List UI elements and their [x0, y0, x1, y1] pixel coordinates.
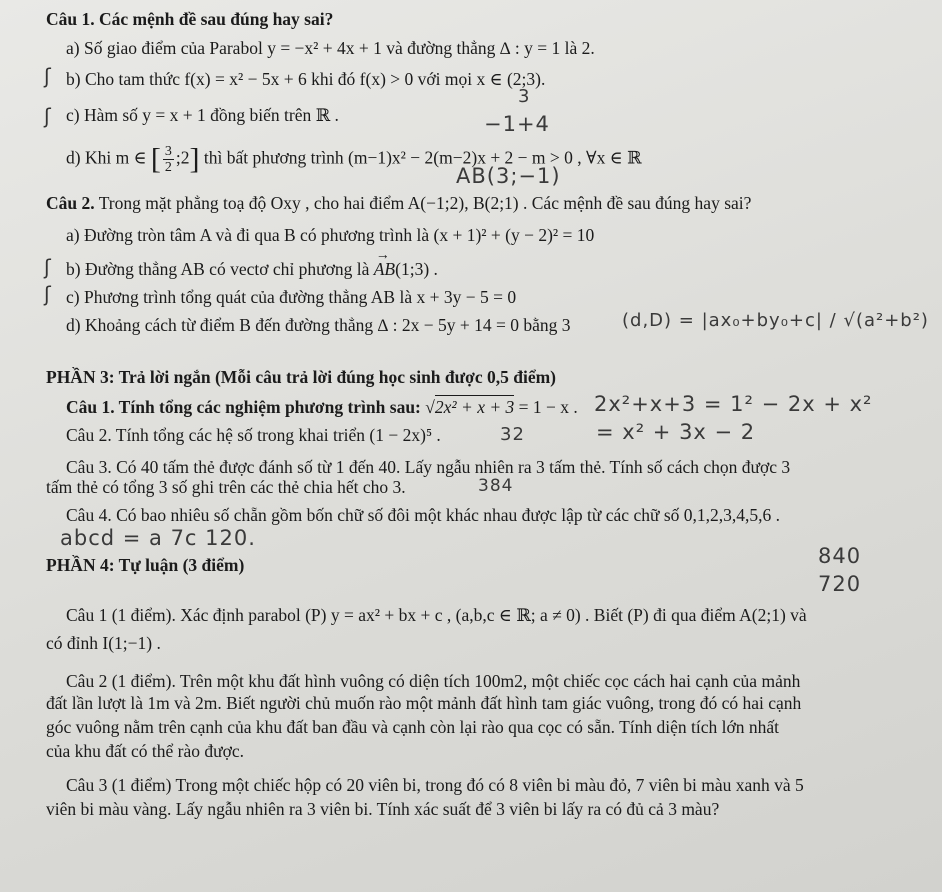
handwriting-note: 720 — [818, 572, 862, 596]
q2-title: Câu 2. Trong mặt phẳng toạ độ Oxy , cho hai điểm A(−1;2), B(2;1) . Các mệnh đề sau đúng hay sai? — [46, 193, 752, 213]
q1-title: Câu 1. Các mệnh đề sau đúng hay sai? — [46, 9, 334, 29]
vector-ab: → AB — [374, 258, 395, 280]
q1-d-pre: d) Khi m ∈ — [66, 147, 147, 168]
q1-item-c: c) Hàm số y = x + 1 đồng biến trên ℝ . — [66, 105, 339, 125]
q1-d-post: thì bất phương trình (m−1)x² − 2(m−2)x + 2 − m > 0 , ∀x ∈ ℝ — [203, 147, 642, 168]
handwriting-note: 2x²+x+3 = 1² − 2x + x² — [594, 392, 873, 416]
part4-q2-line3: góc vuông nằm trên cạnh của khu đất ban đầu và cạnh còn lại rào qua cọc có sẵn. Tính diện tích lớn nhất — [46, 717, 779, 737]
part3-q2: Câu 2. Tính tổng các hệ số trong khai triển (1 − 2x)⁵ . — [66, 425, 441, 445]
check-mark-icon: ʃ — [44, 104, 51, 128]
part3-q3-line2: tấm thẻ có tổng 3 số ghi trên các thẻ chia hết cho 3. — [46, 477, 406, 497]
q2-item-d: d) Khoảng cách từ điểm B đến đường thẳng ∆ : 2x − 5y + 14 = 0 bằng 3 — [66, 315, 571, 335]
part4-q2-line1: Câu 2 (1 điểm). Trên một khu đất hình vuông có diện tích 100m2, một chiếc cọc cách hai cạnh của mảnh — [66, 671, 801, 691]
part4-q3-line2: viên bi màu vàng. Lấy ngẫu nhiên ra 3 viên bi. Tính xác suất để 3 viên bi lấy ra có đủ cả 3 màu? — [46, 799, 720, 819]
check-mark-icon: ʃ — [44, 255, 51, 279]
part3-q1: Câu 1. Tính tổng các nghiệm phương trình sau: √2x² + x + 3 = 1 − x . — [66, 397, 578, 417]
q1-item-d: d) Khi m ∈ [ $\frac{3}{2}$ ;2] thì bất phương trình (m−1)x² − 2(m−2)x + 2 − m > 0 , ∀x ∈ ℝ — [66, 142, 642, 176]
check-mark-icon: ʃ — [44, 64, 51, 88]
q1-item-b: b) Cho tam thức f(x) = x² − 5x + 6 khi đó f(x) > 0 với mọi x ∈ (2;3). — [66, 69, 546, 89]
q2-item-c: c) Phương trình tổng quát của đường thẳng AB là x + 3y − 5 = 0 — [66, 287, 517, 307]
handwriting-note: 3 — [518, 86, 531, 107]
q1-item-a: a) Số giao điểm của Parabol y = −x² + 4x + 1 và đường thẳng ∆ : y = 1 là 2. — [66, 38, 595, 58]
q2-item-a: a) Đường tròn tâm A và đi qua B có phương trình là (x + 1)² + (y − 2)² = 10 — [66, 225, 595, 245]
fraction: $\frac{3}{2}$ — [164, 144, 172, 175]
handwriting-note: = x² + 3x − 2 — [596, 420, 756, 444]
handwriting-note: −1+4 — [484, 112, 550, 136]
q2-item-b: b) Đường thẳng AB có vectơ chỉ phương là → AB(1;3) . — [66, 258, 438, 280]
part3-q4: Câu 4. Có bao nhiêu số chẵn gồm bốn chữ số đôi một khác nhau được lập từ các chữ số 0,1,2,3,4,5,6 . — [66, 505, 781, 525]
handwriting-note: 384 — [478, 476, 514, 496]
part4-q2-line2: đất lần lượt là 1m và 2m. Biết người chủ muốn rào một mảnh đất hình tam giác vuông, trong đó có hai cạnh — [46, 693, 802, 713]
handwriting-note: 840 — [818, 544, 862, 568]
part3-heading: PHẦN 3: Trả lời ngắn (Mỗi câu trả lời đúng học sinh được 0,5 điểm) — [46, 367, 556, 387]
handwriting-note: abcd = a 7c 120. — [60, 526, 256, 550]
part4-q1-line1: Câu 1 (1 điểm). Xác định parabol (P) y = ax² + bx + c , (a,b,c ∈ ℝ; a ≠ 0) . Biết (P) đi qua điểm A(2;1) và — [66, 605, 807, 625]
part3-q3-line1: Câu 3. Có 40 tấm thẻ được đánh số từ 1 đến 40. Lấy ngẫu nhiên ra 3 tấm thẻ. Tính số cách chọn được 3 — [66, 457, 791, 477]
check-mark-icon: ʃ — [44, 282, 51, 306]
part4-q2-line4: của khu đất có thể rào được. — [46, 741, 245, 761]
part4-q1-line2: có đỉnh I(1;−1) . — [46, 633, 161, 653]
part4-q3-line1: Câu 3 (1 điểm) Trong một chiếc hộp có 20 viên bi, trong đó có 8 viên bi màu đỏ, 7 viên bi màu xanh và 5 — [66, 775, 804, 795]
handwriting-note: 32 — [500, 424, 525, 445]
handwriting-note: AB(3;−1) — [456, 164, 561, 188]
part4-heading: PHẦN 4: Tự luận (3 điểm) — [46, 555, 245, 575]
handwriting-note: (d,D) = |ax₀+by₀+c| / √(a²+b²) — [622, 310, 929, 331]
